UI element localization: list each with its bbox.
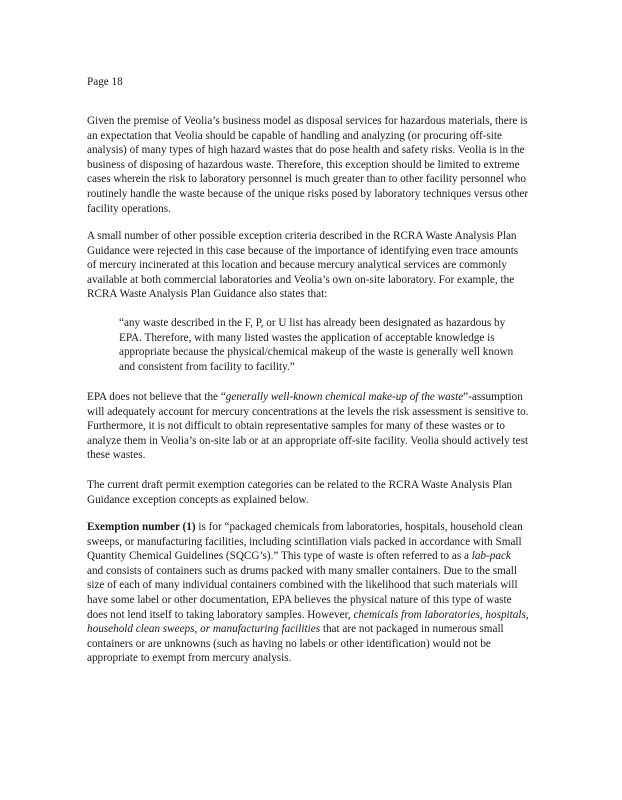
- paragraph-permit-categories: The current draft permit exemption categories can be related to the RCRA Waste Analysis Plan Guidance exception concepts as explained below.: [87, 479, 513, 506]
- page-number: Page 18: [87, 76, 123, 88]
- exemption-heading: Exemption number (1): [87, 521, 196, 533]
- paragraph-exemption-1: [87, 520, 529, 666]
- paragraph-business-model: Given the premise of Veolia’s business model as disposal services for hazardous materials, there is an expectation that Veolia should be capable of handling and analyzing (or procuring off-site analysis) of many types of high hazard wastes that do pose health and safety risks. Veolia is in the business of disposing of hazardous waste. Therefore, this exception should be limited to extreme cases wherein the risk to laboratory personnel is much greater than to other facility personnel who routinely handle the waste because of the unique risks posed by laboratory techniques versus other facility operations.: [87, 115, 529, 215]
- p5-text-b: and consists of containers such as drums packed with many smaller containers. Due to the small size of each of many individual containers combined with the likelihood that such materials will have some label or other documentation, EPA believes the physical nature of this type of waste does not lend itself to taking laboratory samples. However,: [87, 564, 518, 621]
- p3-text-b: ”-assumption will adequately account for mercury concentrations at the levels the risk assessment is sensitive to. Furthermore, it is not difficult to obtain representative samples for many of these wastes or to analyze them in Veolia’s on-site lab or at an appropriate off-site facility. Veolia should actively test these wastes.: [87, 391, 529, 462]
- block-quote: “any waste described in the F, P, or U list has already been designated as hazardous by EPA. Therefore, with many listed wastes the application of acceptable knowledge is appropriate because the physical/chemical makeup of the waste is generally well known and consistent from facility to facility.”: [119, 317, 514, 373]
- p5-italic-chemicals: chemicals from laboratories, hospitals, household clean sweeps, or manufacturing facilities: [87, 608, 529, 636]
- paragraph-exception-criteria: A small number of other possible exception criteria described in the RCRA Waste Analysis Plan Guidance were rejected in this case because of the importance of identifying even trace amounts of mercury incinerated at this location and because mercury analytical services are commonly available at both commercial laboratories and Veolia’s own on-site laboratory. For example, the RCRA Waste Analysis Plan Guidance also states that:: [87, 230, 519, 301]
- paragraph-epa-belief: [87, 390, 529, 463]
- p3-italic-phrase: generally well-known chemical make-up of the waste: [225, 391, 464, 403]
- p5-italic-lab-pack: lab-pack: [471, 550, 511, 563]
- p5-text-a: is for “packaged chemicals from laboratories, hospitals, household clean sweeps, or manufacturing facilities, including scintillation vials packed in accordance with Small Quantity Chemical Guidelines (SQCG’s).” This type of waste is often referred to as a: [87, 521, 523, 563]
- p3-text-a: EPA does not believe that the “: [87, 391, 226, 403]
- p5-text-c: that are not packaged in numerous small containers or are unknowns (such as having no labels or other identification) would not be appropriate to exempt from mercury analysis.: [87, 623, 504, 665]
